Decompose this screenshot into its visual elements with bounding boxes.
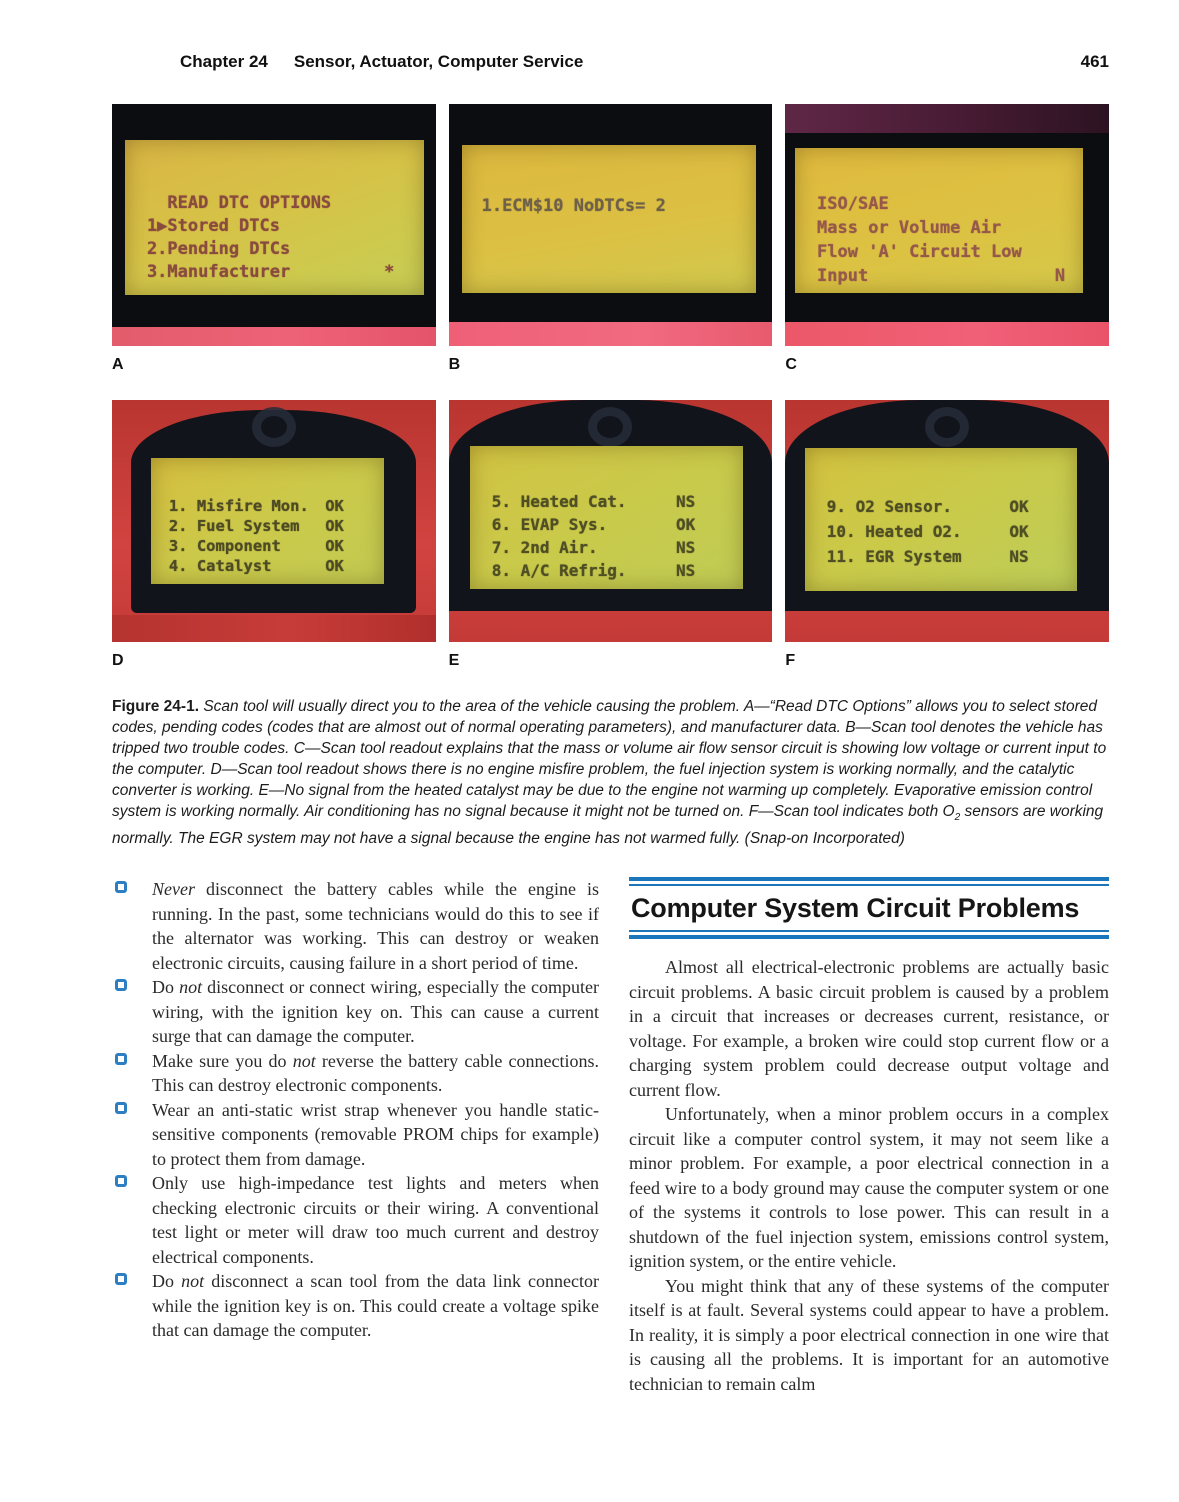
lcd-text-line: 11. EGR System NS [826,547,1029,567]
safety-text: Do [152,1271,182,1292]
scan-tool-photo-e [449,400,773,642]
section-heading-block [629,877,1109,939]
panel-labels-top [112,356,1109,374]
scan-tool-housing [449,322,773,346]
safety-text: disconnect a scan tool from the data link connector while the ignition key is on. This could create a voltage spike that can damage the computer. [152,1271,600,1341]
scan-tool-housing [112,615,436,642]
left-column [112,877,599,1396]
checkbox-bullet-icon [115,1053,127,1065]
checkbox-bullet-icon [115,1102,127,1114]
body-paragraph: You might think that any of these systems of the computer itself is at fault. Several systems could appear to have a problem. In reality, it is simply a poor electrical connection in one wire that is causing all the problems. It is important for an automotive technician to remain calm [629,1275,1109,1394]
lcd-text-line: 3. Component OK [168,537,344,556]
hang-ring-icon [252,407,296,447]
caption-text: sensors are working normally. The EGR system may not have a signal because the engine has not warmed fully. (Snap-on Incorporated) [112,803,1104,848]
safety-text: not [292,1050,316,1071]
caption-text: 2 [954,812,961,824]
lcd-screen [795,148,1083,293]
scan-tool-photo-a [112,104,436,346]
right-column [629,877,1109,1396]
safety-text: not [179,977,203,998]
safety-list-item [112,1049,599,1098]
lcd-text-line: 10. Heated O2. OK [826,522,1029,542]
rule-thick [629,935,1109,939]
section-heading: Computer System Circuit Problems [631,893,1080,924]
lcd-text-line: READ DTC OPTIONS [146,193,332,214]
figure-caption [112,696,1109,849]
photo-row-top [112,104,1109,346]
safety-text: not [181,1271,205,1292]
hang-ring-icon [588,407,632,447]
safety-text: reverse the battery cable connections. This can destroy electronic components. [152,1050,599,1096]
running-header [112,52,1109,72]
lcd-screen [462,145,757,293]
checkbox-bullet-icon [115,881,127,893]
section-paragraphs [629,955,1109,1396]
lcd-text-line: 3.Manufacturer * [146,262,395,283]
safety-text: Wear an anti-static wrist strap whenever you handle static-sensitive components (removable PROM chips for example) to protect them from damage. [152,1099,599,1169]
panel-labels-bottom [112,652,1109,670]
scan-tool-photo-f [785,400,1109,642]
safety-text: disconnect or connect wiring, especially the computer wiring, with the ignition key on. This can cause a current surge that can damage the computer. [152,977,599,1047]
scan-tool-photo-c [785,104,1109,346]
body-columns [112,877,1109,1396]
photo-row-bottom [112,400,1109,642]
panel-label-a: A [112,356,124,373]
panel-label-e: E [448,652,460,669]
safety-list-item [112,877,599,975]
lcd-text-line: Mass or Volume Air [817,217,1002,238]
lcd-text-line: 4. Catalyst OK [168,557,344,576]
lcd-text-line: 2. Fuel System OK [168,517,344,536]
figure-24-1 [112,104,1109,849]
lcd-text-line: 2.Pending DTCs [146,239,291,260]
safety-text: Only use high-impedance test lights and meters when checking electronic circuits or their wiring. A conventional test light or meter will draw too much current and destroy electrical components. [152,1173,599,1267]
scan-tool-housing [112,327,436,346]
page-number: 461 [1080,52,1109,71]
lcd-text-line: 1.ECM$10 NoDTCs= 2 [481,196,666,217]
lcd-text-line: 9. O2 Sensor. OK [826,497,1029,517]
safety-list-item [112,1269,599,1343]
body-paragraph: Almost all electrical-electronic problems are actually basic circuit problems. A basic circuit problem is caused by a problem in a circuit that increases or decreases current, resistance, or voltage. For example, a broken wire could stop current flow or a charging system problem could decrease output voltage and current flow. [629,957,1109,1100]
lcd-text-line: 7. 2nd Air. NS [491,537,696,557]
panel-label-f: F [785,652,796,669]
safety-text: Never [152,879,195,900]
scan-tool-photo-b [449,104,773,346]
safety-text: Make sure you do [152,1050,293,1071]
hang-ring-icon [925,407,969,447]
lcd-screen [805,448,1077,591]
scan-tool-housing [785,322,1109,346]
chapter-title: Sensor, Actuator, Computer Service [293,52,584,71]
caption-text: Scan tool will usually direct you to the area of the vehicle causing the problem. A—“Read DTC Options” allows you to select stored codes, pending codes (codes that are almost out of normal operating parameters), and manufacturer data. B—Scan tool denotes the vehicle has tripped two trouble codes. C—Scan tool readout explains that the mass or volume air flow sensor circuit is showing low voltage or current input to the computer. D—Scan tool readout shows there is no engine misfire problem, the fuel injection system is working normally, and the catalytic converter is working. E—No signal from the heated catalyst may be due to the engine not warming up completely. Evaporative emission control system is working normally. Air conditioning has no signal because it might not be turned on. F—Scan tool indicates both O [112,698,1107,820]
safety-list-item [112,1098,599,1172]
safety-text: disconnect the battery cables while the engine is running. In the past, some technicians would do this to see if the alternator was working. This can destroy or weaken electronic circuits, causing failure in a short period of time. [152,879,599,973]
checkbox-bullet-icon [115,1273,127,1285]
lcd-screen [151,458,384,584]
safety-list-item [112,975,599,1049]
lcd-screen [125,140,424,295]
lcd-text-line: Input N [817,265,1066,286]
lcd-text-line: 1▶Stored DTCs [146,216,280,237]
checkbox-bullet-icon [115,1175,127,1187]
lcd-text-line: 6. EVAP Sys. OK [491,514,696,534]
safety-text: Do [152,977,180,998]
panel-label-c: C [785,356,797,373]
checkbox-bullet-icon [115,979,127,991]
chapter-number: Chapter 24 [180,52,268,71]
lcd-text-line: ISO/SAE [817,193,889,214]
scan-tool-photo-d [112,400,436,642]
lcd-screen [470,446,744,589]
caption-figure-label: Figure 24-1. [112,698,204,715]
scan-tool-housing-top [785,104,1109,133]
lcd-text-line: 8. A/C Refrig. NS [491,560,696,580]
panel-label-b: B [448,356,461,373]
body-paragraph: Unfortunately, when a minor problem occurs in a complex circuit like a computer control system, it may not seem like a minor problem. For example, a poor electrical connection in a feed wire to a body ground may cause the computer system or one of the systems it controls to lose power. This can result in a shutdown of the fuel injection system, emissions control system, ignition system, or the entire vehicle. [629,1104,1109,1272]
lcd-text-line: 1. Misfire Mon. OK [168,497,344,516]
lcd-text-line: Flow 'A' Circuit Low [817,241,1022,262]
panel-label-d: D [112,652,124,669]
lcd-text-line: 5. Heated Cat. NS [491,491,696,511]
safety-precaution-list [112,877,599,1343]
safety-list-item [112,1171,599,1269]
